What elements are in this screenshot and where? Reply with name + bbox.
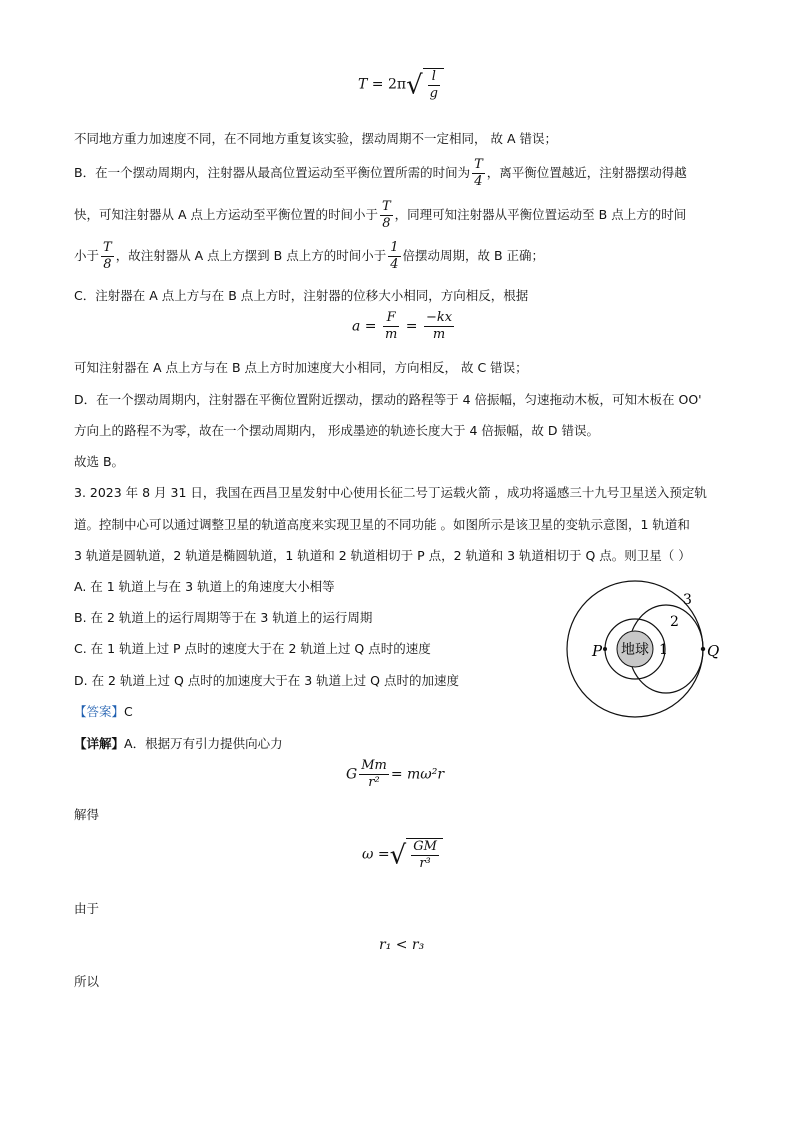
option-b-line2: 快，可知注射器从 A 点上方运动至平衡位置的时间小于 $\frac{T}{8}$ ，同理可知注射器从平衡位置运动至 B 点上方的时间: [74, 199, 687, 231]
q3-option-b[interactable]: B. 在 2 轨道上的运行周期等于在 3 轨道上的运行周期: [74, 610, 373, 625]
q3-option-d[interactable]: D. 在 2 轨道上过 Q 点时的加速度大于在 3 轨道上过 Q 点时的加速度: [74, 673, 459, 688]
choose-b: 故选 B。: [74, 454, 125, 469]
q3-stem-line3: 3 轨道是圆轨道，2 轨道是椭圆轨道，1 轨道和 2 轨道相切于 P 点，2 轨道和 3 轨道相切于 Q 点。则卫星（ ）: [74, 548, 691, 563]
point-q: [701, 647, 705, 651]
q3-option-a[interactable]: A. 在 1 轨道上与在 3 轨道上的角速度大小相等: [74, 579, 335, 594]
q3-option-c[interactable]: C. 在 1 轨道上过 P 点时的速度大于在 2 轨道上过 Q 点时的速度: [74, 641, 431, 656]
omega-formula: ω =√ $\frac{GM}{\text{r³}}$: [362, 838, 443, 871]
therefore-label: 所以: [74, 974, 100, 989]
acceleration-formula: a = $\frac{F}{m}$ = $\frac{-kx}{m}$: [352, 310, 453, 342]
option-b-line3: 小于 $\frac{T}{8}$ ，故注射器从 A 点上方摆到 B 点上方的时间小于 $\frac{1}{4}$ 倍摆动周期，故 B 正确；: [74, 240, 545, 272]
period-formula: T = 2π√ $\frac{l}{g}$: [358, 68, 444, 101]
option-a-conclusion: 不同地方重力加速度不同，在不同地方重复该实验，摆动周期不一定相同， 故 A 错误；: [74, 131, 557, 146]
option-c-line1: C．注射器在 A 点上方与在 B 点上方时，注射器的位移大小相同，方向相反，根据: [74, 288, 529, 303]
q3-stem-line1: 3. 2023 年 8 月 31 日，我国在西昌卫星发射中心使用长征二号丁运载火箭 ，成功将遥感三十九号卫星送入预定轨: [74, 485, 707, 500]
label-orbit-2: 2: [670, 614, 679, 630]
option-b-line1: B．在一个摆动周期内，注射器从最高位置运动至平衡位置所需的时间为 $\frac{T}{4}$ ，离平衡位置越近，注射器摆动得越: [74, 157, 687, 189]
label-q: Q: [707, 642, 720, 660]
answer-line: [74, 703, 133, 721]
option-c-line2: 可知注射器在 A 点上方与在 B 点上方时加速度大小相同，方向相反， 故 C 错误；: [74, 360, 528, 375]
detail-line: 【详解】A．根据万有引力提供向心力: [74, 736, 283, 751]
label-orbit-1: 1: [659, 642, 668, 658]
orbit-diagram: [560, 568, 730, 738]
gravity-formula: G $\frac{Mm}{\text{r²}}$ = mω²r: [346, 758, 445, 790]
since-label: 由于: [74, 901, 100, 916]
label-p: P: [591, 642, 603, 660]
q3-stem-line2: 道。控制中心可以通过调整卫星的轨道高度来实现卫星的不同功能 。如图所示是该卫星的变轨示意图，1 轨道和: [74, 517, 690, 532]
solve-label: 解得: [74, 807, 100, 822]
answer-value: C: [124, 704, 133, 719]
label-orbit-3: 3: [683, 592, 692, 608]
answer-tag: 【答案】: [74, 704, 125, 719]
option-d-line2: 方向上的路程不为零，故在一个摆动周期内， 形成墨迹的轨迹长度大于 4 倍振幅，故 D 错误。: [74, 423, 599, 438]
point-p: [603, 647, 607, 651]
earth-label: 地球: [621, 642, 649, 658]
option-d-line1: D．在一个摆动周期内，注射器在平衡位置附近摆动，摆动的路程等于 4 倍振幅，匀速拖动木板，可知木板在 OO': [74, 392, 702, 407]
radius-inequality: r₁ < r₃: [379, 937, 425, 953]
